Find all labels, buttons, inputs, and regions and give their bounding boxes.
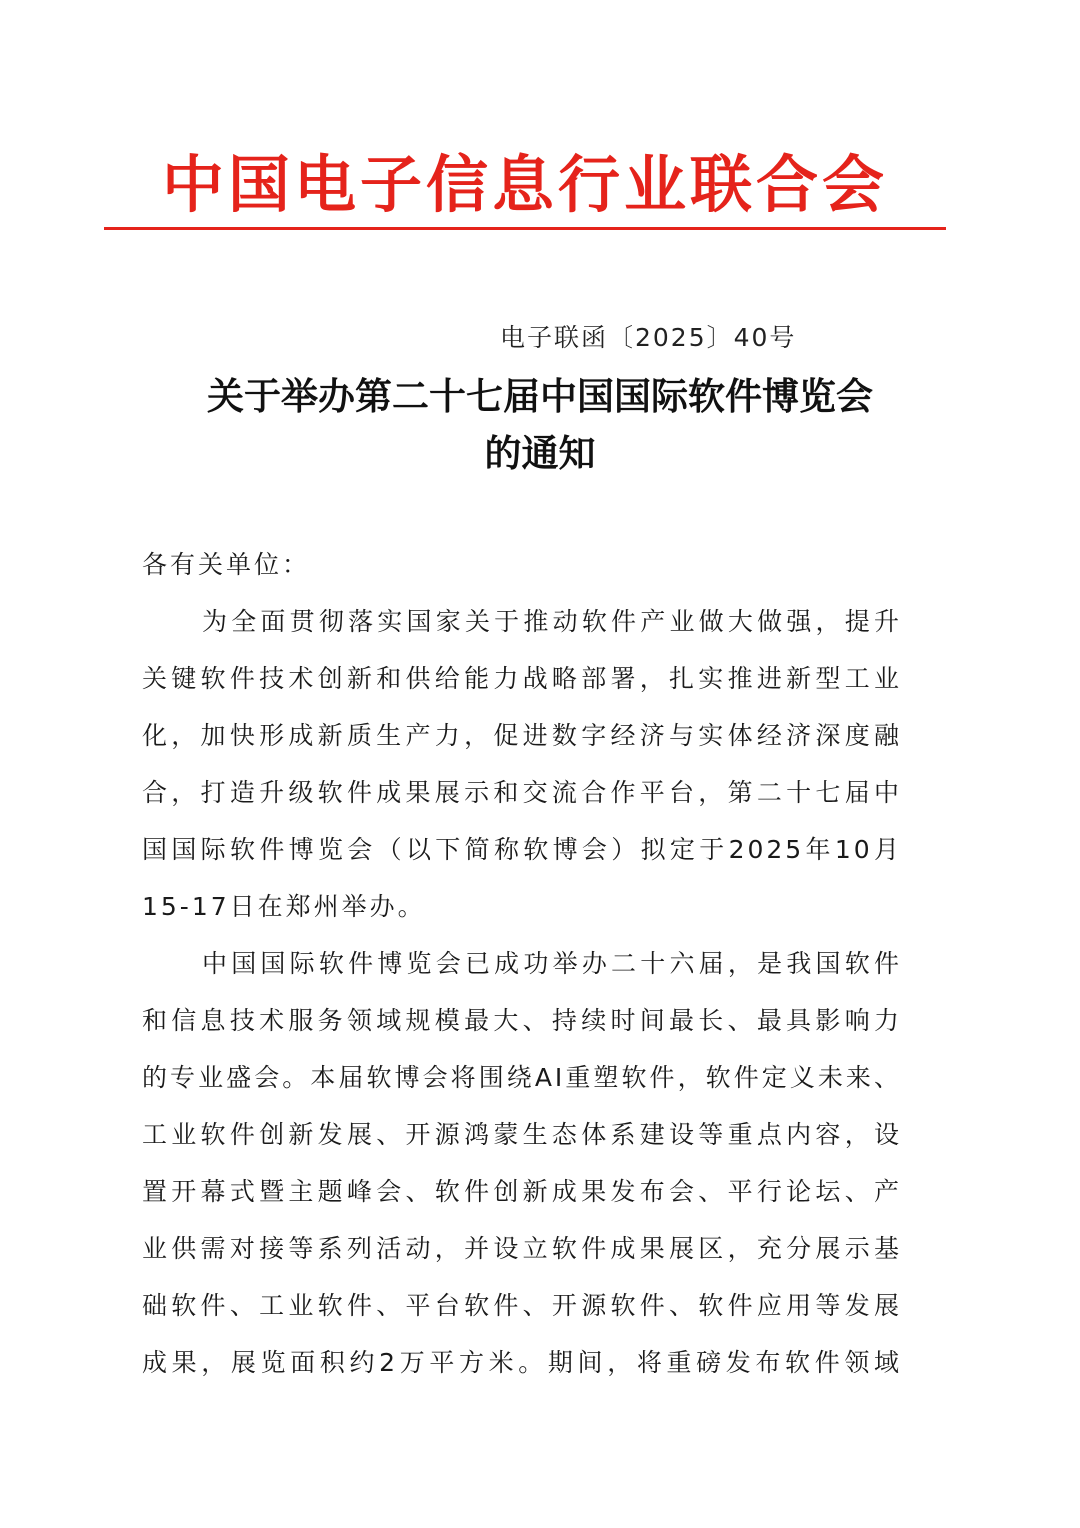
paragraph-line: 和信息技术服务领域规模最大、持续时间最长、最具影响力 (142, 1006, 902, 1035)
paragraph-line: 业供需对接等系列活动，并设立软件成果展区，充分展示基 (142, 1234, 902, 1263)
paragraph-line: 化，加快形成新质生产力，促进数字经济与实体经济深度融 (142, 721, 902, 750)
paragraph-line: 成果，展览面积约2万平方米。期间，将重磅发布软件领域 (142, 1348, 902, 1377)
title-line-1: 关于举办第二十七届中国国际软件博览会 (207, 374, 873, 418)
paragraph-line: 关键软件技术创新和供给能力战略部署，扎实推进新型工业 (142, 664, 902, 693)
document-body (142, 536, 902, 1391)
paragraph-line: 合，打造升级软件成果展示和交流合作平台，第二十七届中 (142, 778, 902, 807)
paragraph-line: 国国际软件博览会（以下简称软博会）拟定于2025年10月 (142, 835, 902, 864)
header-red-rule (104, 227, 946, 230)
paragraph-line: 的专业盛会。本届软博会将围绕AI重塑软件，软件定义未来、 (142, 1063, 902, 1092)
paragraph-line: 中国国际软件博览会已成功举办二十六届，是我国软件 (202, 949, 902, 978)
paragraph-line: 础软件、工业软件、平台软件、开源软件、软件应用等发展 (142, 1291, 902, 1320)
document-number: 电子联函〔2025〕40号 (500, 323, 797, 352)
paragraph-line: 工业软件创新发展、开源鸿蒙生态体系建设等重点内容，设 (142, 1120, 902, 1149)
paragraph-line: 为全面贯彻落实国家关于推动软件产业做大做强，提升 (202, 607, 902, 636)
salutation: 各有关单位： (142, 550, 311, 579)
paragraph-line: 置开幕式暨主题峰会、软件创新成果发布会、平行论坛、产 (142, 1177, 902, 1206)
title-line-2: 的通知 (484, 431, 596, 475)
paragraph-2 (142, 935, 902, 1391)
document-title (120, 368, 960, 482)
paragraph-line: 15-17日在郑州举办。 (142, 892, 426, 921)
organization-header: 中国电子信息行业联合会 (161, 148, 888, 221)
paragraph-1 (142, 593, 902, 935)
